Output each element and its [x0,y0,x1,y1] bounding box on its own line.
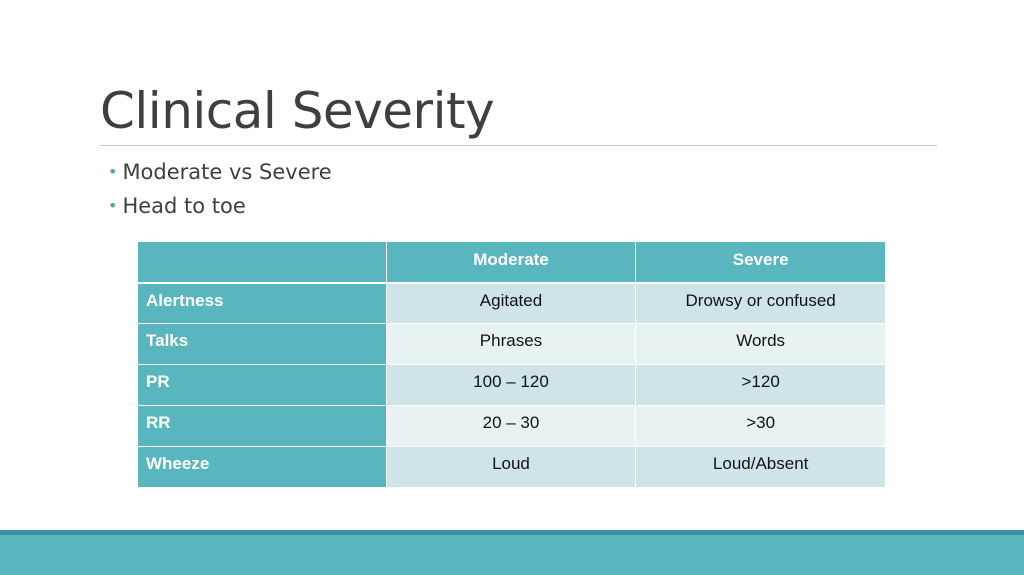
severe-cell: Loud/Absent [636,447,886,488]
header-cell-blank [138,242,387,283]
footer-band [0,530,1024,575]
severity-table [137,241,886,488]
bullet-text: Moderate vs Severe [122,160,332,184]
row-label: Alertness [138,283,387,324]
moderate-cell: Loud [386,447,636,488]
table-row [138,406,886,447]
bullet-dot-icon: • [108,196,118,215]
bullet-text: Head to toe [122,194,246,218]
bullet-item [108,157,332,191]
table-row [138,324,886,365]
header-cell-moderate: Moderate [386,242,636,283]
slide-title: Clinical Severity [100,82,495,140]
severe-cell: Drowsy or confused [636,283,886,324]
row-label: Talks [138,324,387,365]
header-cell-severe: Severe [636,242,886,283]
table-header-row [138,242,886,283]
row-label: RR [138,406,387,447]
table-row [138,283,886,324]
row-label: PR [138,365,387,406]
moderate-cell: Phrases [386,324,636,365]
severe-cell: Words [636,324,886,365]
table-row [138,365,886,406]
severe-cell: >30 [636,406,886,447]
moderate-cell: 100 – 120 [386,365,636,406]
moderate-cell: 20 – 30 [386,406,636,447]
bullet-dot-icon: • [108,162,118,181]
severe-cell: >120 [636,365,886,406]
bullet-item [108,191,332,225]
row-label: Wheeze [138,447,387,488]
bullet-list [108,157,332,225]
title-divider [100,145,937,146]
table-row [138,447,886,488]
moderate-cell: Agitated [386,283,636,324]
